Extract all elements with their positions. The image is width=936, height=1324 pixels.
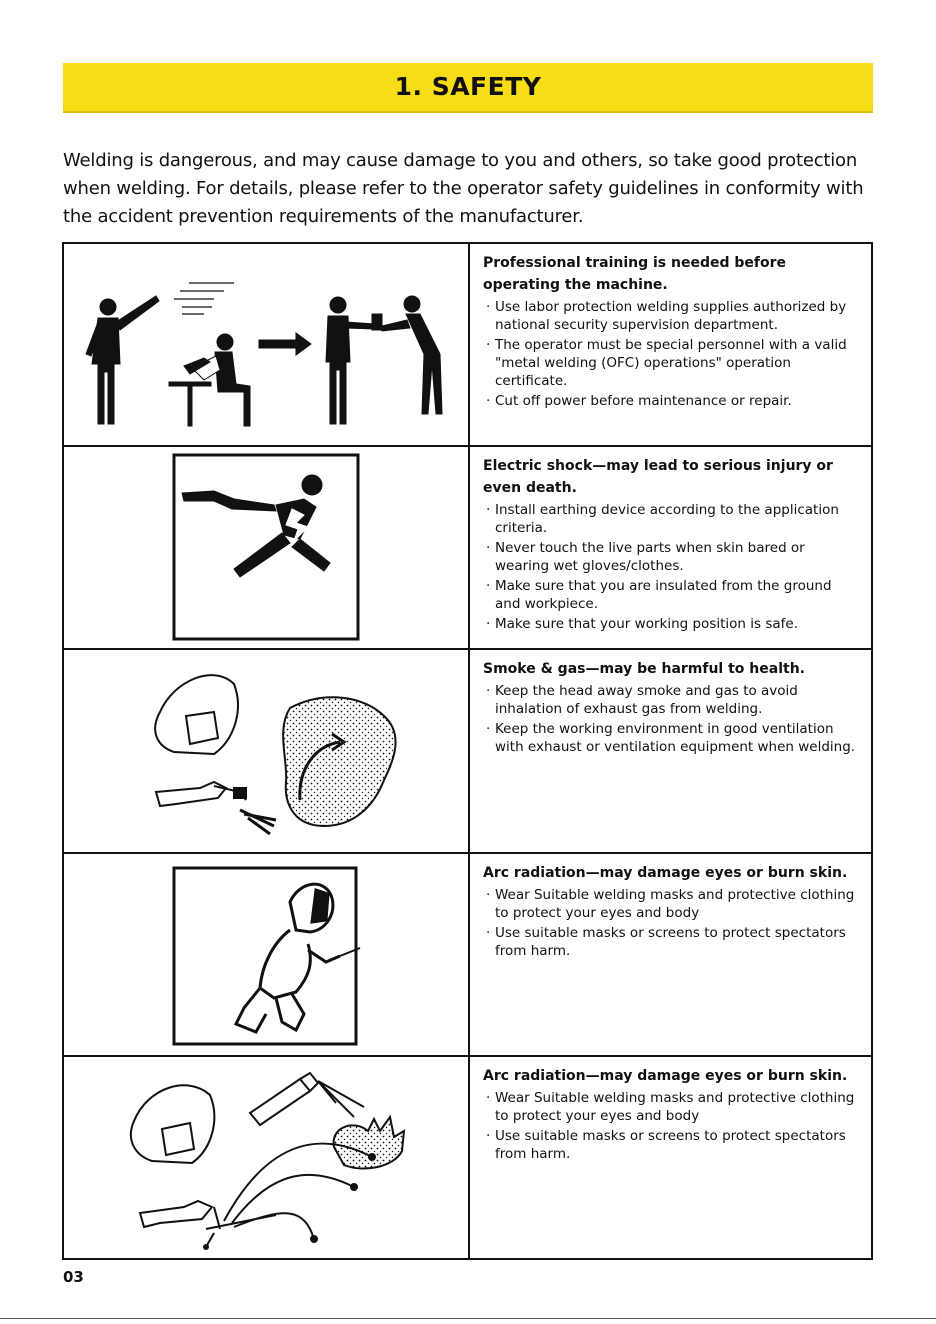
smoke-gas-text — [469, 649, 872, 852]
section-heading: Professional training is needed before operating the machine. — [483, 255, 787, 293]
arc-radiation-text — [469, 853, 872, 1056]
section-heading: Electric shock—may lead to serious injury or even death. — [483, 458, 833, 497]
smoke-gas-icon — [64, 650, 468, 853]
list-item: · Wear Suitable welding masks and protective clothing to protect your eyes and body — [483, 1089, 861, 1125]
page-number: 03 — [63, 1268, 84, 1286]
title-bar — [63, 63, 873, 113]
point-list — [483, 886, 861, 960]
list-item: · Make sure that you are insulated from the ground and workpiece. — [483, 577, 861, 613]
list-item: · Use suitable masks or screens to protect spectators from harm. — [483, 924, 861, 960]
list-item: · Keep the head away smoke and gas to avoid inhalation of exhaust gas from welding. — [483, 682, 861, 718]
list-item: · Keep the working environment in good ventilation with exhaust or ventilation equipment when welding. — [483, 720, 861, 756]
arc-spatter-text — [469, 1056, 872, 1259]
point-list — [483, 1089, 861, 1163]
spatter-icon — [64, 1057, 468, 1260]
safety-table — [62, 242, 873, 1260]
arc-radiation-illustration — [63, 853, 469, 1056]
page-title: 1. SAFETY — [394, 72, 542, 101]
safety-row — [63, 243, 872, 446]
safety-row — [63, 446, 872, 649]
section-heading: Arc radiation—may damage eyes or burn skin. — [483, 864, 848, 881]
electric-shock-text — [469, 446, 872, 649]
section-heading: Arc radiation—may damage eyes or burn skin. — [483, 1067, 848, 1084]
point-list — [483, 298, 861, 410]
footer-divider — [0, 1318, 936, 1319]
list-item: · Never touch the live parts when skin bared or wearing wet gloves/clothes. — [483, 539, 861, 575]
electric-shock-illustration — [63, 446, 469, 649]
list-item: · Make sure that your working position is safe. — [483, 615, 861, 633]
list-item: · The operator must be special personnel with a valid "metal welding (OFC) operations" operation certificate. — [483, 336, 861, 390]
welder-icon — [64, 854, 468, 1057]
electric-shock-icon — [64, 447, 468, 650]
point-list — [483, 682, 861, 756]
section-heading: Smoke & gas—may be harmful to health. — [483, 661, 805, 678]
intro-paragraph: Welding is dangerous, and may cause damage to you and others, so take good protection when welding. For details, please refer to the operator safety guidelines in conformity with the accident prevention requirements of the manufacturer. — [63, 150, 864, 227]
list-item: · Use labor protection welding supplies authorized by national security supervision department. — [483, 298, 861, 334]
list-item: · Install earthing device according to the application criteria. — [483, 501, 861, 537]
safety-row — [63, 649, 872, 852]
smoke-gas-illustration — [63, 649, 469, 852]
point-list — [483, 501, 861, 633]
training-illustration — [63, 243, 469, 446]
safety-row — [63, 1056, 872, 1259]
arc-spatter-illustration — [63, 1056, 469, 1259]
list-item: · Wear Suitable welding masks and protective clothing to protect your eyes and body — [483, 886, 861, 922]
training-icon — [64, 244, 468, 447]
training-text — [469, 243, 872, 446]
safety-row — [63, 853, 872, 1056]
list-item: · Cut off power before maintenance or repair. — [483, 392, 861, 410]
list-item: · Use suitable masks or screens to protect spectators from harm. — [483, 1127, 861, 1163]
